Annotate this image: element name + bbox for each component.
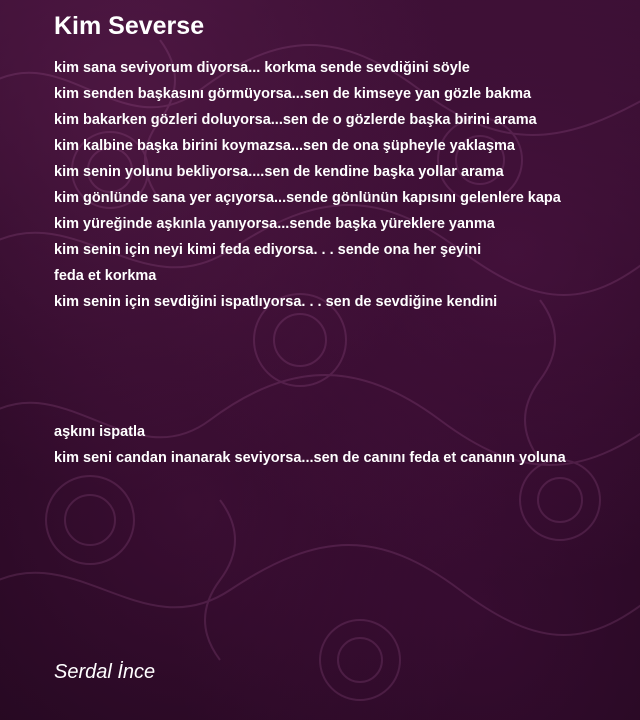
poem-line: kim senin için sevdiğini ispatlıyorsa. . . sen de sevdiğine kendini (54, 294, 498, 310)
poem-line: kim kalbine başka birini koymazsa...sen de ona şüpheyle yaklaşma (54, 138, 515, 154)
poem-line: kim senin yolunu bekliyorsa....sen de kendine başka yollar arama (54, 164, 504, 180)
poem-title: Kim Severse (54, 12, 205, 40)
poem-body (54, 55, 634, 471)
poem-blank-line (54, 341, 634, 367)
poem-blank-line (54, 367, 634, 393)
poem-blank-line (54, 393, 634, 419)
poem-blank-line (54, 315, 634, 341)
poem-author: Serdal İnce (54, 661, 156, 683)
poem-line: kim senin için neyi kimi feda ediyorsa. . . sende ona her şeyini (54, 242, 482, 258)
poem-line: kim yüreğinde aşkınla yanıyorsa...sende başka yüreklere yanma (54, 216, 495, 232)
poem-line: aşkını ispatla (54, 424, 146, 440)
poem-line: kim sana seviyorum diyorsa... korkma sende sevdiğini söyle (54, 60, 470, 76)
poem-line: kim gönlünde sana yer açıyorsa...sende gönlünün kapısını gelenlere kapa (54, 190, 561, 206)
poem-line: kim bakarken gözleri doluyorsa...sen de o gözlerde başka birini arama (54, 112, 537, 128)
poem-line: kim seni candan inanarak seviyorsa...sen de canını feda et cananın yoluna (54, 450, 566, 466)
poem-line: kim senden başkasını görmüyorsa...sen de kimseye yan gözle bakma (54, 86, 532, 102)
poem-line: feda et korkma (54, 268, 157, 284)
